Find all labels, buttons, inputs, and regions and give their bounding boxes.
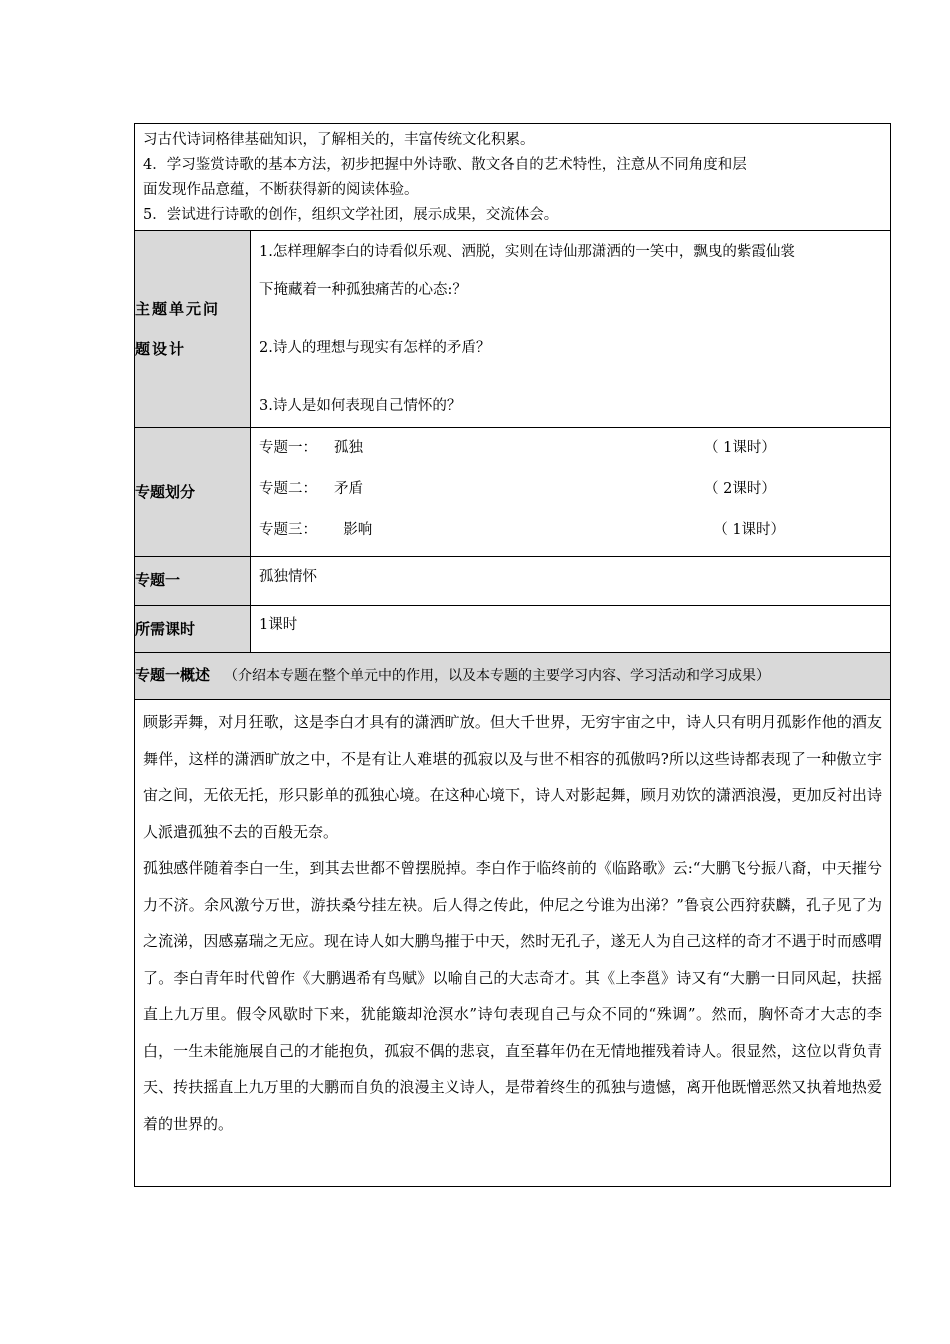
division-row — [135, 428, 891, 557]
overview-body — [135, 700, 891, 1187]
intro-line: 5．尝试进行诗歌的创作，组织文学社团，展示成果，交流体会。 — [143, 207, 559, 223]
topic-one-label: 专题一 — [135, 557, 251, 606]
topic-row — [259, 510, 882, 551]
questions-label-line: 主题单元问 — [135, 300, 221, 318]
intro-line: 4．学习鉴赏诗歌的基本方法，初步把握中外诗歌、散文各自的艺术特性，注意从不同角度和层 — [143, 157, 747, 173]
topic-one-row — [135, 557, 891, 606]
questions-label-line: 题设计 — [135, 340, 187, 358]
body-paragraph: 顾影弄舞，对月狂歌，这是李白才具有的潇洒旷放。但大千世界，无穷宇宙之中，诗人只有明月孤影作他的酒友舞伴，这样的潇洒旷放之中，不是有让人难堪的孤寂以及与世不相容的孤傲吗?所以这些诗都表现了一种傲立宇宙之间，无依无托，形只影单的孤独心境。在这种心境下，诗人对影起舞，顾月劝饮的潇洒浪漫，更加反衬出诗人派遣孤独不去的百般无奈。 — [143, 713, 883, 841]
unit-design-table — [134, 123, 891, 1187]
hours-row — [135, 606, 891, 653]
intro-row — [135, 124, 891, 231]
hours-label: 所需课时 — [135, 606, 251, 653]
question-2: 2.诗人的理想与现实有怎样的矛盾？ — [259, 340, 491, 356]
topic-row — [259, 428, 882, 469]
overview-row — [135, 653, 891, 700]
topic-value: 矛盾 — [334, 481, 363, 497]
topic-row — [259, 469, 882, 510]
topic-hours: （ 2课时） — [704, 481, 776, 497]
body-row — [135, 700, 891, 1187]
questions-row — [135, 231, 891, 428]
topic-one-value: 孤独情怀 — [251, 557, 891, 606]
intro-line: 习古代诗词格律基础知识，了解相关的，丰富传统文化积累。 — [143, 132, 535, 148]
questions-cell — [251, 231, 891, 428]
intro-line: 面发现作品意蕴，不断获得新的阅读体验。 — [143, 182, 419, 198]
hours-value: 1课时 — [251, 606, 891, 653]
topic-hours: （ 1课时） — [704, 440, 776, 456]
topic-name: 专题一： — [259, 440, 317, 456]
overview-heading — [135, 653, 891, 700]
topic-value: 孤独 — [334, 440, 363, 456]
question-3: 3.诗人是如何表现自己情怀的？ — [259, 398, 462, 414]
topic-name: 专题二： — [259, 481, 317, 497]
intro-cell — [135, 124, 891, 231]
division-label: 专题划分 — [135, 428, 251, 557]
question-1: 1.怎样理解李白的诗看似乐观、洒脱，实则在诗仙那潇洒的一笑中，飘曳的紫霞仙裳 — [259, 244, 795, 260]
questions-label — [135, 231, 251, 428]
topic-name: 专题三： — [259, 522, 317, 538]
topic-value: 影响 — [334, 522, 373, 538]
question-1-cont: 下掩藏着一种孤独痛苦的心态:？ — [259, 282, 467, 298]
overview-note: （介绍本专题在整个单元中的作用，以及本专题的主要学习内容、学习活动和学习成果） — [224, 668, 771, 684]
body-paragraph: 孤独感伴随着李白一生，到其去世都不曾摆脱掉。李白作于临终前的《临路歌》云:“大鹏飞兮振八裔，中天摧兮力不济。余风激兮万世，游扶桑兮挂左袂。后人得之传此，仲尼之兮谁为出涕？”鲁哀公西狩获麟，孔子见了为之流涕，因感嘉瑞之无应。现在诗人如大鹏鸟摧于中天，然时无孔子，遂无人为自己这样的奇才不遇于时而感喟了。李白青年时代曾作《大鹏遇希有鸟赋》以喻自己的大志奇才。其《上李邕》诗又有“大鹏一日同风起，扶摇直上九万里。假令风歇时下来，犹能簸却沧溟水”诗句表现自己与众不同的“殊调”。然而，胸怀奇才大志的李白，一生未能施展自己的才能抱负，孤寂不偶的悲哀，直至暮年仍在无情地摧残着诗人。很显然，这位以背负青天、抟扶摇直上九万里的大鹏而自负的浪漫主义诗人，是带着终生的孤独与遗憾，离开他既憎恶然又执着地热爱着的世界的。 — [143, 859, 883, 1133]
overview-label: 专题一概述 — [135, 666, 211, 684]
division-cell — [251, 428, 891, 557]
topic-hours: （ 1课时） — [704, 522, 786, 538]
